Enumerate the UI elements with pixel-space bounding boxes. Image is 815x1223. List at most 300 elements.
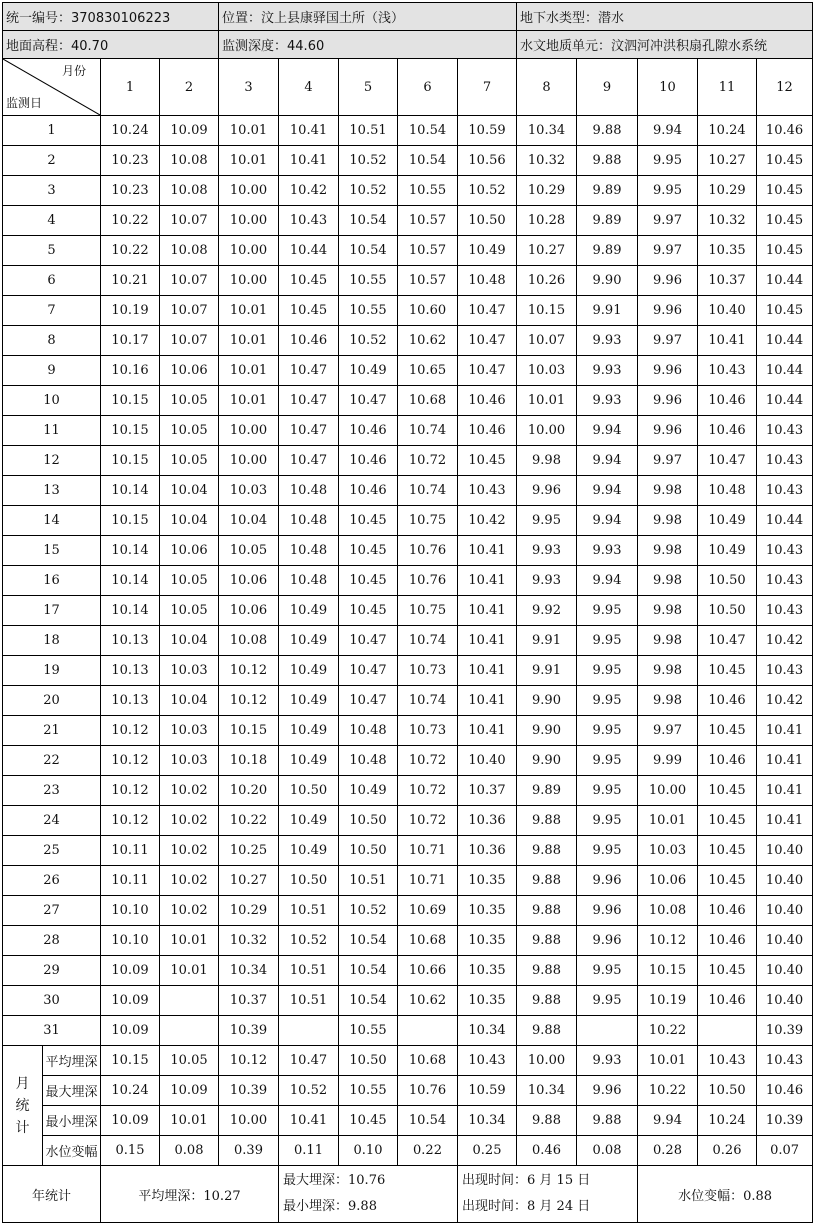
monthly-stat-value: 0.25	[458, 1136, 517, 1166]
depth-value-cell: 10.27	[219, 866, 279, 896]
daily-row	[3, 446, 813, 476]
depth-value-cell: 10.44	[757, 506, 813, 536]
monthly-stat-value: 9.96	[577, 1076, 638, 1106]
corner-day-label: 监测日	[6, 96, 43, 110]
depth-value-cell: 10.48	[279, 566, 339, 596]
depth-value-cell: 9.95	[517, 506, 577, 536]
depth-value-cell: 9.90	[517, 716, 577, 746]
depth-value-cell: 9.88	[517, 956, 577, 986]
depth-value-cell	[279, 1016, 339, 1046]
depth-value-cell: 9.98	[638, 686, 698, 716]
day-number-cell: 7	[3, 296, 101, 326]
depth-value-cell: 10.47	[339, 386, 398, 416]
depth-value-cell: 10.57	[398, 236, 458, 266]
depth-value-cell: 10.55	[339, 266, 398, 296]
month-header-cell: 10	[638, 59, 698, 116]
depth-value-cell: 10.72	[398, 746, 458, 776]
annual-min-depth: 最小埋深：9.88	[283, 1199, 377, 1214]
depth-value-cell: 10.00	[219, 236, 279, 266]
header-row-1	[3, 3, 813, 31]
monthly-stat-value: 10.39	[219, 1076, 279, 1106]
depth-value-cell: 10.12	[219, 686, 279, 716]
depth-value-cell: 10.57	[398, 266, 458, 296]
monthly-stat-value: 0.39	[219, 1136, 279, 1166]
monthly-stat-value: 0.11	[279, 1136, 339, 1166]
month-header-cell: 8	[517, 59, 577, 116]
depth-value-cell: 10.68	[398, 926, 458, 956]
depth-value-cell: 10.06	[219, 566, 279, 596]
depth-value-cell: 10.42	[458, 506, 517, 536]
depth-value-cell: 10.41	[458, 596, 517, 626]
depth-value-cell: 10.07	[160, 206, 219, 236]
depth-value-cell: 10.13	[101, 626, 160, 656]
depth-value-cell: 10.03	[160, 716, 219, 746]
day-number-cell: 31	[3, 1016, 101, 1046]
depth-value-cell: 10.36	[458, 806, 517, 836]
depth-value-cell: 10.00	[219, 176, 279, 206]
monthly-stat-value: 0.08	[577, 1136, 638, 1166]
depth-value-cell: 9.89	[577, 176, 638, 206]
depth-value-cell: 10.59	[458, 116, 517, 146]
depth-value-cell: 9.98	[638, 596, 698, 626]
depth-value-cell: 9.98	[638, 506, 698, 536]
monthly-stat-group-char: 月	[15, 1075, 30, 1092]
depth-value-cell: 10.54	[339, 986, 398, 1016]
depth-value-cell: 10.47	[279, 386, 339, 416]
depth-value-cell: 10.46	[698, 746, 757, 776]
depth-value-cell: 10.02	[160, 896, 219, 926]
depth-value-cell: 10.54	[339, 926, 398, 956]
depth-value-cell: 10.42	[279, 176, 339, 206]
depth-value-cell: 10.22	[101, 236, 160, 266]
depth-value-cell: 10.18	[219, 746, 279, 776]
depth-value-cell: 10.41	[458, 656, 517, 686]
depth-value-cell: 10.41	[458, 686, 517, 716]
day-number-cell: 12	[3, 446, 101, 476]
monthly-stat-value: 10.01	[160, 1106, 219, 1136]
depth-value-cell: 10.29	[219, 896, 279, 926]
depth-value-cell: 10.01	[160, 956, 219, 986]
annual-max-min-depth	[279, 1166, 458, 1223]
day-number-cell: 13	[3, 476, 101, 506]
depth-value-cell: 10.43	[698, 356, 757, 386]
depth-value-cell: 10.39	[757, 1016, 813, 1046]
depth-value-cell: 10.41	[458, 536, 517, 566]
depth-value-cell: 10.75	[398, 596, 458, 626]
depth-value-cell: 10.47	[279, 446, 339, 476]
depth-value-cell: 9.98	[638, 626, 698, 656]
depth-value-cell: 10.52	[458, 176, 517, 206]
daily-row	[3, 506, 813, 536]
depth-value-cell: 9.91	[517, 656, 577, 686]
monthly-stat-row	[3, 1106, 813, 1136]
depth-value-cell: 10.47	[458, 296, 517, 326]
depth-value-cell: 10.43	[757, 476, 813, 506]
depth-value-cell: 9.95	[577, 836, 638, 866]
depth-value-cell: 10.01	[517, 386, 577, 416]
depth-value-cell: 10.28	[517, 206, 577, 236]
depth-value-cell: 10.16	[101, 356, 160, 386]
depth-value-cell: 9.97	[638, 236, 698, 266]
daily-row	[3, 146, 813, 176]
depth-value-cell: 10.25	[219, 836, 279, 866]
depth-value-cell: 9.96	[577, 896, 638, 926]
depth-value-cell: 9.96	[638, 416, 698, 446]
groundwater-record-sheet	[2, 2, 812, 1223]
depth-value-cell: 10.41	[698, 326, 757, 356]
depth-value-cell: 10.00	[219, 416, 279, 446]
depth-value-cell: 10.71	[398, 866, 458, 896]
depth-value-cell: 10.40	[757, 956, 813, 986]
depth-value-cell: 10.47	[339, 686, 398, 716]
depth-value-cell: 9.96	[638, 356, 698, 386]
depth-value-cell: 10.45	[757, 296, 813, 326]
depth-value-cell: 10.50	[698, 566, 757, 596]
depth-value-cell: 10.15	[219, 716, 279, 746]
depth-value-cell: 10.15	[517, 296, 577, 326]
month-header-cell: 7	[458, 59, 517, 116]
depth-value-cell: 10.50	[279, 866, 339, 896]
depth-value-cell: 10.22	[101, 206, 160, 236]
depth-value-cell: 10.54	[339, 956, 398, 986]
depth-value-cell: 9.95	[638, 176, 698, 206]
depth-value-cell: 10.51	[279, 956, 339, 986]
depth-value-cell: 10.09	[101, 956, 160, 986]
monthly-stat-group-char: 计	[15, 1119, 30, 1136]
depth-value-cell: 10.05	[160, 446, 219, 476]
day-number-cell: 19	[3, 656, 101, 686]
depth-value-cell: 9.95	[577, 986, 638, 1016]
depth-value-cell: 10.42	[757, 626, 813, 656]
depth-value-cell: 10.51	[339, 116, 398, 146]
depth-value-cell: 10.45	[698, 866, 757, 896]
depth-value-cell: 10.72	[398, 776, 458, 806]
depth-value-cell: 9.94	[577, 506, 638, 536]
depth-value-cell: 10.05	[219, 536, 279, 566]
daily-row	[3, 776, 813, 806]
depth-value-cell: 10.68	[398, 386, 458, 416]
depth-value-cell: 10.45	[698, 806, 757, 836]
depth-value-cell: 10.41	[458, 716, 517, 746]
depth-value-cell: 10.04	[160, 686, 219, 716]
depth-value-cell: 10.47	[458, 356, 517, 386]
depth-value-cell: 10.04	[219, 506, 279, 536]
depth-value-cell: 10.74	[398, 416, 458, 446]
depth-value-cell: 10.45	[698, 776, 757, 806]
depth-value-cell: 9.95	[577, 656, 638, 686]
daily-row	[3, 176, 813, 206]
depth-value-cell: 10.66	[398, 956, 458, 986]
depth-value-cell: 10.09	[101, 986, 160, 1016]
depth-value-cell	[577, 1016, 638, 1046]
depth-value-cell: 10.47	[279, 356, 339, 386]
depth-value-cell: 10.35	[698, 236, 757, 266]
depth-value-cell: 9.89	[577, 206, 638, 236]
day-number-cell: 23	[3, 776, 101, 806]
monthly-stat-value: 10.39	[757, 1106, 813, 1136]
depth-value-cell: 10.15	[101, 446, 160, 476]
depth-value-cell: 10.41	[458, 626, 517, 656]
depth-value-cell: 9.94	[638, 116, 698, 146]
depth-value-cell: 10.50	[698, 596, 757, 626]
depth-value-cell: 10.50	[458, 206, 517, 236]
depth-value-cell: 9.95	[577, 746, 638, 776]
depth-value-cell: 9.97	[638, 716, 698, 746]
monthly-stat-row	[3, 1046, 813, 1076]
depth-value-cell: 10.14	[101, 596, 160, 626]
depth-value-cell: 10.03	[517, 356, 577, 386]
depth-value-cell: 10.72	[398, 806, 458, 836]
depth-value-cell: 9.88	[577, 116, 638, 146]
depth-value-cell: 10.24	[698, 116, 757, 146]
monthly-stat-value: 9.94	[638, 1106, 698, 1136]
depth-value-cell: 10.34	[517, 116, 577, 146]
annual-range: 水位变幅：0.88	[638, 1166, 813, 1223]
monitoring-depth: 监测深度：44.60	[219, 31, 517, 59]
daily-row	[3, 206, 813, 236]
monthly-stat-value: 0.22	[398, 1136, 458, 1166]
day-number-cell: 10	[3, 386, 101, 416]
depth-value-cell: 9.98	[638, 656, 698, 686]
depth-value-cell: 10.48	[279, 536, 339, 566]
depth-value-cell: 10.44	[757, 386, 813, 416]
depth-value-cell: 9.95	[577, 596, 638, 626]
day-number-cell: 5	[3, 236, 101, 266]
depth-value-cell: 10.45	[339, 536, 398, 566]
monthly-stat-value: 0.15	[101, 1136, 160, 1166]
depth-value-cell: 10.17	[101, 326, 160, 356]
depth-value-cell: 10.48	[339, 716, 398, 746]
depth-value-cell: 9.94	[577, 566, 638, 596]
monthly-stat-value: 10.43	[458, 1046, 517, 1076]
depth-value-cell: 10.42	[757, 686, 813, 716]
ground-elevation: 地面高程：40.70	[3, 31, 219, 59]
depth-value-cell: 10.00	[219, 446, 279, 476]
depth-value-cell: 10.35	[458, 986, 517, 1016]
depth-value-cell: 10.23	[101, 176, 160, 206]
depth-value-cell: 10.46	[698, 896, 757, 926]
daily-row	[3, 896, 813, 926]
daily-row	[3, 296, 813, 326]
depth-value-cell: 10.52	[339, 326, 398, 356]
day-number-cell: 29	[3, 956, 101, 986]
depth-value-cell: 10.47	[279, 416, 339, 446]
depth-value-cell: 10.54	[398, 116, 458, 146]
depth-value-cell: 10.46	[698, 926, 757, 956]
daily-row	[3, 416, 813, 446]
depth-value-cell: 10.45	[698, 956, 757, 986]
depth-value-cell: 9.96	[577, 866, 638, 896]
depth-value-cell: 10.43	[757, 566, 813, 596]
depth-value-cell: 9.95	[577, 776, 638, 806]
daily-row	[3, 356, 813, 386]
depth-value-cell: 9.96	[638, 386, 698, 416]
monthly-stat-value: 0.10	[339, 1136, 398, 1166]
depth-value-cell: 10.09	[101, 1016, 160, 1046]
month-header-cell: 5	[339, 59, 398, 116]
daily-row	[3, 566, 813, 596]
depth-value-cell: 10.04	[160, 626, 219, 656]
depth-value-cell: 10.62	[398, 326, 458, 356]
depth-value-cell: 10.45	[757, 236, 813, 266]
monthly-stat-label: 最小埋深	[43, 1106, 101, 1136]
depth-value-cell	[160, 1016, 219, 1046]
depth-value-cell: 9.98	[638, 476, 698, 506]
month-header-cell: 9	[577, 59, 638, 116]
day-number-cell: 28	[3, 926, 101, 956]
daily-row	[3, 806, 813, 836]
daily-row	[3, 866, 813, 896]
annual-max-depth: 最大埋深：10.76	[283, 1173, 386, 1188]
depth-value-cell: 10.12	[638, 926, 698, 956]
depth-value-cell: 9.88	[517, 986, 577, 1016]
depth-value-cell: 10.27	[517, 236, 577, 266]
depth-value-cell: 10.48	[279, 506, 339, 536]
corner-month-label: 月份	[61, 64, 86, 78]
depth-value-cell: 10.49	[458, 236, 517, 266]
depth-value-cell: 10.45	[698, 716, 757, 746]
depth-value-cell: 10.65	[398, 356, 458, 386]
depth-value-cell: 10.12	[101, 746, 160, 776]
depth-value-cell: 10.47	[698, 626, 757, 656]
monthly-stat-value: 10.55	[339, 1076, 398, 1106]
depth-value-cell: 10.60	[398, 296, 458, 326]
depth-value-cell: 10.49	[339, 356, 398, 386]
depth-value-cell: 10.72	[398, 446, 458, 476]
depth-value-cell: 10.03	[160, 656, 219, 686]
depth-value-cell: 10.47	[339, 626, 398, 656]
depth-value-cell: 10.50	[339, 836, 398, 866]
depth-value-cell: 9.93	[577, 386, 638, 416]
depth-value-cell: 10.44	[279, 236, 339, 266]
monthly-stat-value: 0.46	[517, 1136, 577, 1166]
monthly-stat-value: 10.09	[101, 1106, 160, 1136]
depth-value-cell: 10.20	[219, 776, 279, 806]
depth-value-cell: 10.05	[160, 596, 219, 626]
depth-value-cell: 10.44	[757, 266, 813, 296]
day-number-cell: 1	[3, 116, 101, 146]
depth-value-cell: 9.88	[517, 926, 577, 956]
monthly-stat-value: 10.15	[101, 1046, 160, 1076]
depth-value-cell: 10.05	[160, 566, 219, 596]
day-number-cell: 3	[3, 176, 101, 206]
annual-stat-row	[3, 1166, 813, 1223]
depth-value-cell: 10.10	[101, 926, 160, 956]
depth-value-cell	[698, 1016, 757, 1046]
depth-value-cell: 10.46	[757, 116, 813, 146]
daily-row	[3, 716, 813, 746]
depth-value-cell: 10.40	[698, 296, 757, 326]
diagonal-corner-cell	[3, 59, 101, 116]
month-header-cell: 12	[757, 59, 813, 116]
depth-value-cell	[160, 986, 219, 1016]
depth-value-cell: 10.12	[101, 806, 160, 836]
depth-value-cell: 10.46	[698, 416, 757, 446]
depth-value-cell: 10.49	[279, 836, 339, 866]
depth-value-cell: 10.47	[458, 326, 517, 356]
depth-value-cell: 10.75	[398, 506, 458, 536]
monthly-stat-row	[3, 1076, 813, 1106]
depth-value-cell: 10.32	[517, 146, 577, 176]
depth-value-cell: 10.41	[757, 806, 813, 836]
depth-value-cell: 10.06	[160, 356, 219, 386]
depth-value-cell: 10.29	[698, 176, 757, 206]
depth-value-cell: 10.52	[339, 176, 398, 206]
depth-value-cell: 10.62	[398, 986, 458, 1016]
depth-value-cell: 10.55	[339, 1016, 398, 1046]
depth-value-cell: 10.49	[279, 656, 339, 686]
depth-value-cell: 10.45	[458, 446, 517, 476]
depth-value-cell: 10.52	[339, 896, 398, 926]
depth-value-cell: 9.95	[638, 146, 698, 176]
monthly-stat-value: 10.34	[458, 1106, 517, 1136]
day-number-cell: 17	[3, 596, 101, 626]
depth-value-cell: 10.15	[101, 506, 160, 536]
depth-value-cell: 9.93	[577, 326, 638, 356]
depth-value-cell: 10.45	[279, 266, 339, 296]
depth-value-cell: 10.40	[757, 896, 813, 926]
daily-row	[3, 836, 813, 866]
depth-value-cell: 10.10	[101, 896, 160, 926]
depth-value-cell: 10.08	[160, 236, 219, 266]
depth-value-cell: 10.35	[458, 956, 517, 986]
depth-value-cell: 10.76	[398, 566, 458, 596]
day-number-cell: 8	[3, 326, 101, 356]
depth-value-cell: 10.12	[101, 776, 160, 806]
depth-value-cell: 9.93	[517, 566, 577, 596]
depth-value-cell: 10.07	[517, 326, 577, 356]
depth-value-cell: 10.44	[757, 326, 813, 356]
depth-value-cell: 10.54	[339, 206, 398, 236]
depth-value-cell: 10.41	[458, 566, 517, 596]
monthly-stat-value: 10.59	[458, 1076, 517, 1106]
depth-value-cell: 9.96	[517, 476, 577, 506]
depth-value-cell: 10.06	[160, 536, 219, 566]
depth-value-cell: 10.46	[339, 446, 398, 476]
daily-row	[3, 926, 813, 956]
depth-value-cell: 9.88	[517, 836, 577, 866]
daily-row	[3, 116, 813, 146]
depth-value-cell: 9.96	[638, 296, 698, 326]
depth-value-cell: 10.46	[339, 476, 398, 506]
depth-value-cell: 10.35	[458, 926, 517, 956]
depth-value-cell: 10.45	[339, 566, 398, 596]
header-row-2	[3, 31, 813, 59]
depth-value-cell: 10.35	[458, 896, 517, 926]
depth-value-cell: 10.08	[638, 896, 698, 926]
groundwater-table	[2, 2, 813, 1223]
depth-value-cell: 9.95	[577, 686, 638, 716]
depth-value-cell: 10.32	[698, 206, 757, 236]
depth-value-cell: 10.01	[219, 296, 279, 326]
depth-value-cell: 9.88	[517, 806, 577, 836]
depth-value-cell: 10.14	[101, 566, 160, 596]
daily-row	[3, 266, 813, 296]
depth-value-cell: 9.97	[638, 446, 698, 476]
depth-value-cell: 10.39	[219, 1016, 279, 1046]
day-number-cell: 11	[3, 416, 101, 446]
day-number-cell: 18	[3, 626, 101, 656]
month-header-cell: 11	[698, 59, 757, 116]
depth-value-cell: 10.40	[757, 926, 813, 956]
depth-value-cell: 9.95	[577, 716, 638, 746]
monthly-stat-value: 0.08	[160, 1136, 219, 1166]
depth-value-cell: 9.88	[577, 146, 638, 176]
depth-value-cell: 10.03	[160, 746, 219, 776]
depth-value-cell: 10.49	[279, 716, 339, 746]
depth-value-cell: 10.48	[458, 266, 517, 296]
depth-value-cell: 10.29	[517, 176, 577, 206]
